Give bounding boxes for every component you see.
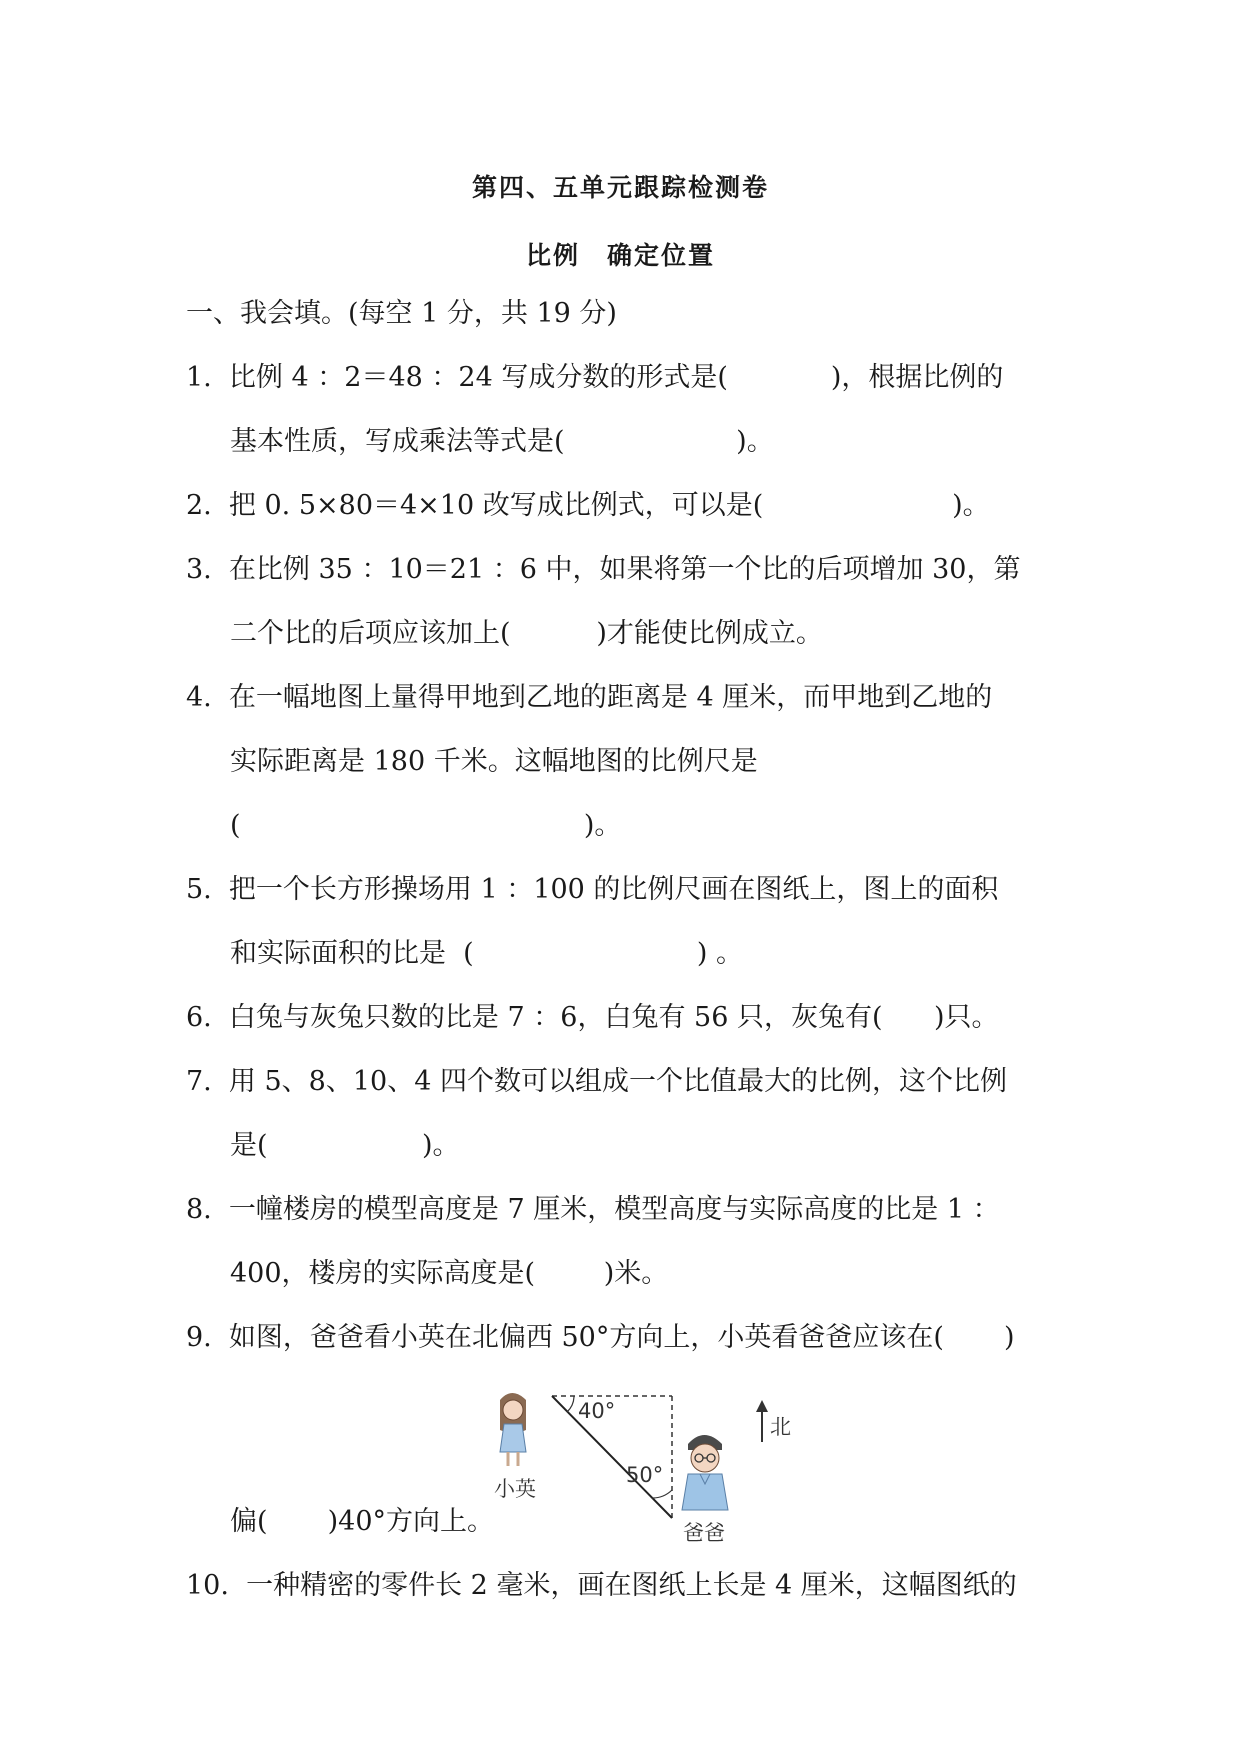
angle-label-50: 50° — [626, 1463, 664, 1487]
angle-label-40: 40° — [578, 1399, 616, 1423]
angle-arc-40 — [567, 1396, 574, 1412]
question-9-line-1: 9. 如图，爸爸看小英在北偏西 50°方向上，小英看爸爸应该在( ) — [186, 1322, 1015, 1353]
girl-icon — [500, 1393, 526, 1466]
question-9-line-2: 偏( )40°方向上。 — [230, 1506, 495, 1537]
dad-icon — [682, 1435, 728, 1510]
question-5-line-1: 5. 把一个长方形操场用 1 ：100 的比例尺画在图纸上，图上的面积 — [186, 874, 999, 905]
page-subtitle: 比例 确定位置 — [525, 241, 715, 270]
question-1-line-1: 1. 比例 4 ：2＝48 ：24 写成分数的形式是( )，根据比例的 — [186, 362, 1004, 393]
question-2-line-1: 2. 把 0. 5×80＝4×10 改写成比例式，可以是( )。 — [186, 490, 990, 521]
question-4-line-3: ( )。 — [230, 810, 622, 841]
page-title: 第四、五单元跟踪检测卷 — [471, 173, 769, 202]
question-5-line-2: 和实际面积的比是 ( ) 。 — [230, 938, 743, 969]
question-4-line-1: 4. 在一幅地图上量得甲地到乙地的距离是 4 厘米，而甲地到乙地的 — [186, 682, 993, 713]
section-heading: 一、我会填。(每空 1 分，共 19 分) — [186, 298, 617, 329]
direction-figure — [490, 1386, 810, 1546]
question-3-line-1: 3. 在比例 35 ：10＝21 ：6 中，如果将第一个比的后项增加 30，第 — [186, 554, 1021, 585]
north-label: 北 — [770, 1415, 791, 1439]
question-10-line-1: 10. 一种精密的零件长 2 毫米，画在图纸上长是 4 厘米，这幅图纸的 — [186, 1570, 1017, 1601]
question-8-line-2: 400，楼房的实际高度是( )米。 — [230, 1258, 669, 1289]
girl-label: 小英 — [494, 1477, 536, 1501]
question-7-line-2: 是( )。 — [230, 1130, 460, 1161]
north-arrow-icon — [756, 1400, 768, 1442]
question-3-line-2: 二个比的后项应该加上( )才能使比例成立。 — [230, 618, 823, 649]
question-4-line-2: 实际距离是 180 千米。这幅地图的比例尺是 — [230, 746, 758, 777]
question-1-line-2: 基本性质，写成乘法等式是( )。 — [230, 426, 774, 457]
question-7-line-1: 7. 用 5、8、10、4 四个数可以组成一个比值最大的比例，这个比例 — [186, 1066, 1007, 1097]
question-6-line-1: 6. 白兔与灰兔只数的比是 7 ：6，白兔有 56 只，灰兔有( )只。 — [186, 1002, 999, 1033]
dad-label: 爸爸 — [683, 1521, 725, 1545]
angle-arc-50 — [652, 1490, 672, 1498]
question-8-line-1: 8. 一幢楼房的模型高度是 7 厘米，模型高度与实际高度的比是 1 ： — [186, 1194, 1000, 1225]
